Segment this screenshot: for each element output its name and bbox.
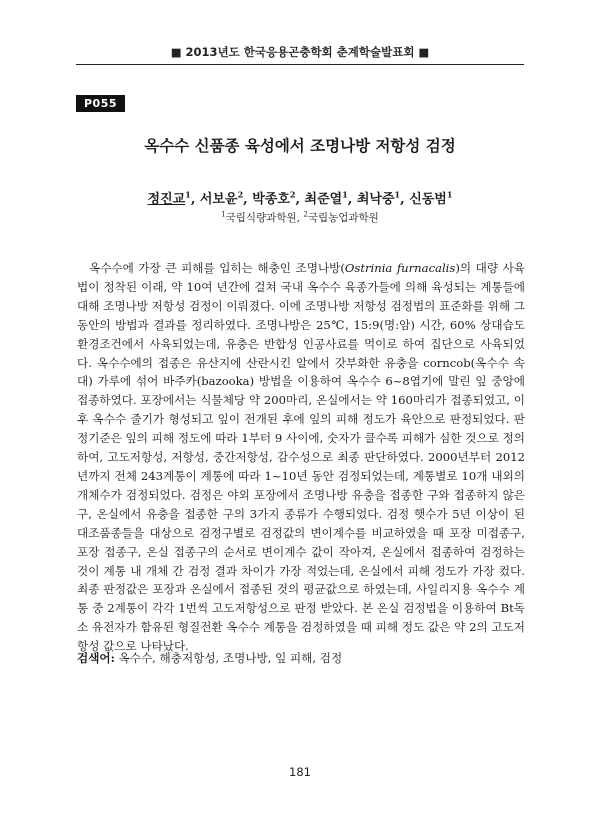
abstract-body bbox=[77, 259, 525, 656]
presentation-code-badge: P055 bbox=[76, 95, 125, 112]
abstract-text: 옥수수에 가장 큰 피해를 입히는 해충인 조명나방( bbox=[89, 261, 345, 275]
author-name: 최낙중 bbox=[356, 192, 395, 207]
author-name: 최준열 bbox=[304, 192, 343, 207]
author-name: 서보윤 bbox=[199, 192, 238, 207]
paper-title: 옥수수 신품종 육성에서 조명나방 저항성 검정 bbox=[144, 136, 456, 155]
page-number: 181 bbox=[289, 765, 311, 779]
author-name: 정진교 bbox=[147, 192, 186, 207]
keywords-value: 옥수수, 해충저항성, 조명나방, 잎 피해, 검정 bbox=[118, 651, 343, 665]
author-affil-sup: 1 bbox=[446, 189, 453, 200]
keywords-line bbox=[77, 650, 525, 666]
author-name: 박종호 bbox=[252, 192, 290, 207]
author-affil-sup: 1 bbox=[394, 189, 401, 200]
keywords-label: 검색어: bbox=[77, 651, 115, 665]
conference-header: ■ 2013년도 한국응용곤충학회 춘계학술발표회 ■ bbox=[170, 45, 430, 59]
author-affil-sup: 2 bbox=[237, 189, 244, 200]
affiliation-list: $^1$국립식량과학원, $^2$국립농업과학원 bbox=[221, 210, 379, 224]
affil-sup: 1 bbox=[221, 210, 226, 219]
author-name: 신동범 bbox=[409, 192, 447, 207]
affiliation-name: 국립농업과학원 bbox=[307, 212, 379, 224]
species-name: Ostrinia furnacalis bbox=[344, 261, 456, 275]
author-affil-sup: 1 bbox=[185, 189, 191, 200]
affiliation-name: 국립식량과학원 bbox=[225, 212, 297, 224]
author-list: 정진교$^1$, 서보윤$^2$, 박종호$^2$, 최준열$^1$, 최낙중$^1$, 신동범$^1$ bbox=[147, 189, 453, 207]
author-affil-sup: 2 bbox=[289, 189, 296, 200]
abstract-text: )의 대량 사육법이 정착된 이래, 약 10여 년간에 걸쳐 국내 옥수수 육종가들에 의해 육성되는 계통들에 대해 조명나방 저항성 검정이 이뤄졌다. 이에 조명나방 저항성 검정법의 표준화를 위해 그동안의 방법과 결과를 정리하였다. 조명나방은 25℃, 15:9(명:암) 시간, 60% 상대습도 환경조건에서 사육되었는데, 유충은 반합성 인공사료를 먹이로 하여 집단으로 사육되었다. 옥수수에의 접종은 유산지에 산란시킨 알에서 갓부화한 유충을 corncob(옥수수 속대) 가루에 섞어 바주카(bazooka) 방법을 이용하여 옥수수 6~8엽기에 말린 잎 중앙에 접종하였다. 포장에서는 식물체당 약 200마리, 온실에서는 약 160마리가 접종되었고, 이후 옥수수 줄기가 형성되고 잎이 전개된 후에 잎의 피해 정도가 육안으로 판정되었다. 판정기준은 잎의 피해 정도에 따라 1부터 9 사이에, 숫자가 클수록 피해가 심한 것으로 정의하여, 고도저항성, 저항성, 중간저항성, 감수성으로 최종 판단하였다. 2000년부터 2012년까지 전체 243계통이 계통에 따라 1~10년 동안 검정되었는데, 계통별로 10개 내외의 개체수가 검정되었다. 검정은 야외 포장에서 조명나방 유충을 접종한 구와 접종하지 않은 구, 온실에서 유충을 접종한 구의 3가지 종류가 수행되었다. 검정 햇수가 5년 이상이 된 대조품종들을 대상으로 검정구별로 검정값의 변이계수를 비교하였을 때 포장 미접종구, 포장 접종구, 온실 접종구의 순서로 변이계수 값이 작아져, 온실에서 접종하여 검정하는 것이 계통 내 개체 간 검정 결과 차이가 가장 적었는데, 온실에서 피해 정도가 가장 컸다. 최종 판정값은 포장과 온실에서 접종된 것의 평균값으로 하였는데, 사일리지용 옥수수 계통 중 2계통이 각각 1번씩 고도저항성으로 판정 받았다. 본 온실 검정법을 이용하여 Bt독소 유전자가 함유된 형질전환 옥수수 계통을 검정하였을 때 피해 정도 값은 약 2의 고도저항성 값으로 나타났다. bbox=[77, 261, 525, 654]
header-rule bbox=[76, 64, 524, 65]
affil-sup: 2 bbox=[303, 210, 308, 219]
author-affil-sup: 1 bbox=[342, 189, 348, 200]
